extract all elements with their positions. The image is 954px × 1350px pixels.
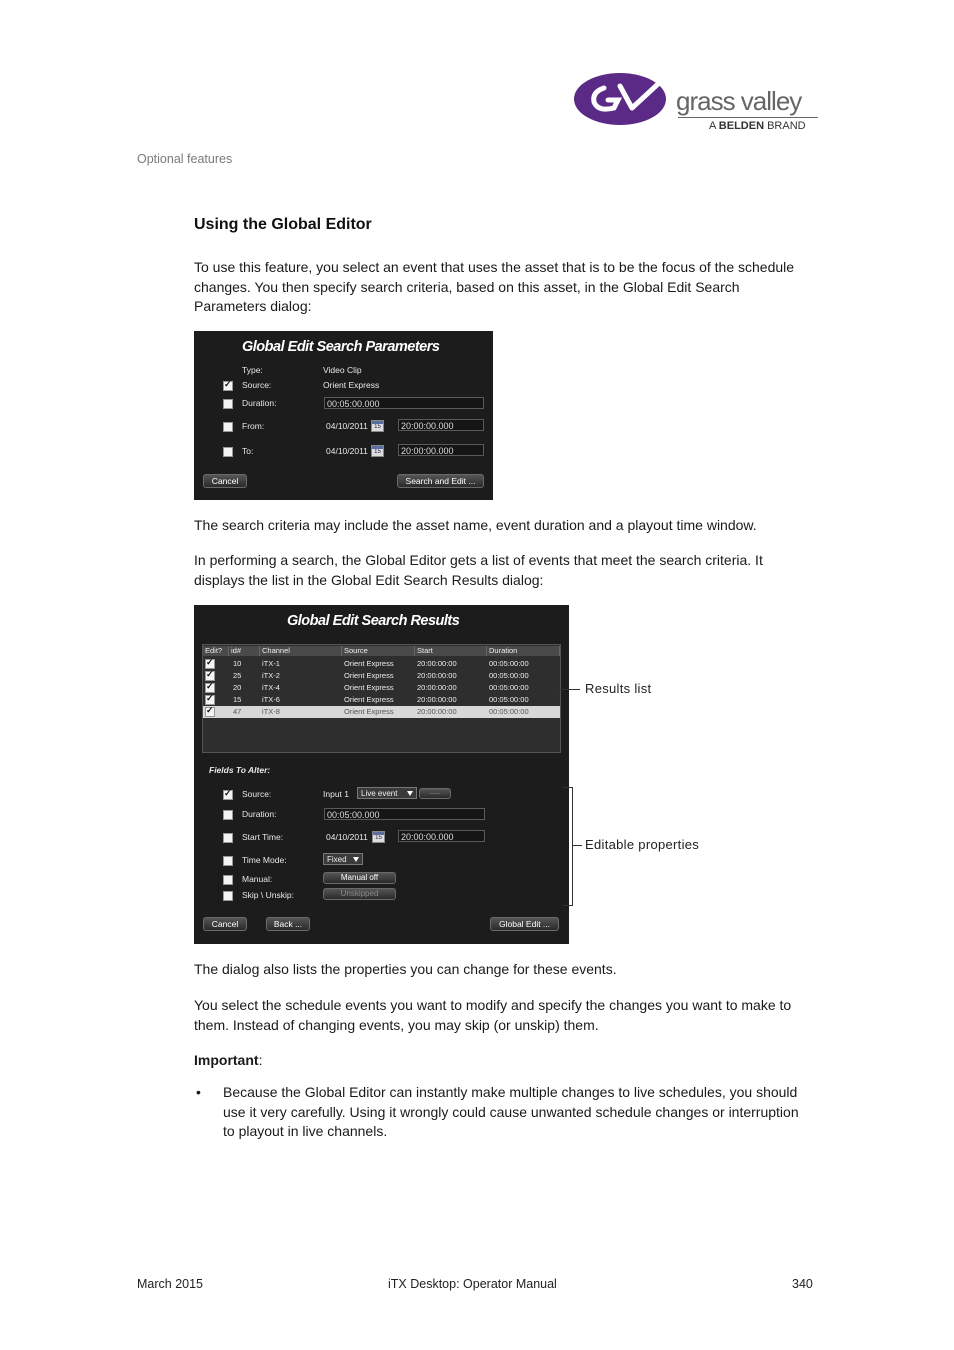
search-and-edit-button[interactable]: Search and Edit ... <box>397 474 484 488</box>
important-label: Important: <box>194 1052 263 1068</box>
paragraph-select: You select the schedule events you want to modify and specify the changes you want to make to them. Instead of changing events, you may skip (or unskip) them. <box>194 997 792 1033</box>
source-checkbox[interactable] <box>223 790 233 800</box>
skip-toggle-button[interactable]: Unskipped <box>323 888 396 900</box>
editable-properties-annotation: Editable properties <box>585 837 700 852</box>
cell-channel: iTX-2 <box>262 671 280 680</box>
to-time-field[interactable]: 20:00:00.000 <box>398 444 484 456</box>
cancel-button[interactable]: Cancel <box>203 917 247 931</box>
results-list-annotation: Results list <box>585 681 652 696</box>
type-label: Type: <box>242 365 263 375</box>
cell-start: 20:00:00:00 <box>417 695 457 704</box>
edit-checkbox[interactable] <box>205 683 215 693</box>
cell-source: Orient Express <box>344 671 394 680</box>
from-checkbox[interactable] <box>223 422 233 432</box>
skip-checkbox[interactable] <box>223 891 233 901</box>
cell-duration: 00:05:00:00 <box>489 695 529 704</box>
calendar-icon[interactable]: 15 <box>372 831 385 843</box>
cell-source: Orient Express <box>344 707 394 716</box>
dialog-title: Global Edit Search Results <box>287 613 460 629</box>
search-results-dialog <box>194 605 569 944</box>
cell-id: 47 <box>233 707 242 716</box>
skip-label: Skip \ Unskip: <box>242 890 294 900</box>
column-header[interactable]: Source <box>342 646 415 656</box>
cell-id: 15 <box>233 695 242 704</box>
edit-checkbox[interactable] <box>205 659 215 669</box>
brand-tagline: A BELDEN BRAND <box>709 120 806 132</box>
from-date[interactable]: 04/10/2011 <box>326 421 368 431</box>
from-time-field[interactable]: 20:00:00.000 <box>398 419 484 431</box>
brand-divider <box>678 117 818 118</box>
cell-source: Orient Express <box>344 659 394 668</box>
editable-bracket <box>563 787 573 906</box>
cell-duration: 00:05:00:00 <box>489 671 529 680</box>
page-heading: Using the Global Editor <box>194 216 372 233</box>
table-row-selected[interactable] <box>203 706 560 718</box>
editable-pointer-line <box>573 845 582 846</box>
to-label: To: <box>242 446 254 456</box>
results-table <box>202 644 561 753</box>
fields-to-alter-label: Fields To Alter: <box>209 765 271 775</box>
source-label: Source: <box>242 380 272 390</box>
table-row[interactable] <box>203 658 560 670</box>
cell-channel: iTX-1 <box>262 659 280 668</box>
duration-field[interactable]: 00:05:00.000 <box>324 397 484 409</box>
source-value: Orient Express <box>323 380 380 390</box>
global-edit-button[interactable]: Global Edit ... <box>490 917 559 931</box>
edit-checkbox[interactable] <box>205 695 215 705</box>
cell-channel: iTX-8 <box>262 707 280 716</box>
results-pointer-line <box>558 689 580 690</box>
footer-page-number: 340 <box>792 1277 813 1291</box>
start-time-field[interactable]: 20:00:00.000 <box>398 830 485 842</box>
cell-channel: iTX-6 <box>262 695 280 704</box>
source-checkbox[interactable] <box>223 381 233 391</box>
cell-id: 20 <box>233 683 242 692</box>
column-header[interactable]: Edit? <box>203 646 229 656</box>
cell-source: Orient Express <box>344 683 394 692</box>
source-label: Source: <box>242 789 272 799</box>
section-label: Optional features <box>137 152 233 166</box>
paragraph-search: In performing a search, the Global Editor gets a list of events that meet the search criteria. It displays the list in the Global Edit Search Results dialog: <box>194 552 763 588</box>
table-row[interactable] <box>203 694 560 706</box>
table-row[interactable] <box>203 682 560 694</box>
time-mode-dropdown[interactable]: Fixed <box>323 853 363 865</box>
start-date[interactable]: 04/10/2011 <box>326 832 368 842</box>
cell-start: 20:00:00:00 <box>417 671 457 680</box>
dialog-title: Global Edit Search Parameters <box>242 339 440 355</box>
type-value: Video Clip <box>323 365 362 375</box>
start-time-label: Start Time: <box>242 832 284 842</box>
cell-duration: 00:05:00:00 <box>489 659 529 668</box>
search-parameters-dialog <box>194 331 493 500</box>
paragraph-properties: The dialog also lists the properties you can change for these events. <box>194 961 617 977</box>
duration-label: Duration: <box>242 398 277 408</box>
chevron-down-icon <box>407 791 413 796</box>
source-browse-button[interactable]: ...... <box>419 788 451 799</box>
cell-channel: iTX-4 <box>262 683 280 692</box>
paragraph-intro: To use this feature, you select an event that uses the asset that is to be the focus of the schedule changes. You then specify search criteria, based on this asset, in the Global Edit Search Parameters dialog: <box>194 259 795 314</box>
table-row[interactable] <box>203 670 560 682</box>
to-date[interactable]: 04/10/2011 <box>326 446 368 456</box>
duration-checkbox[interactable] <box>223 810 233 820</box>
column-header[interactable]: id# <box>229 646 260 656</box>
cell-id: 25 <box>233 671 242 680</box>
source-mode-dropdown[interactable]: Live event <box>357 787 417 799</box>
paragraph-criteria: The search criteria may include the asset name, event duration and a playout time window. <box>194 517 757 533</box>
bullet-icon: • <box>196 1084 201 1100</box>
cell-start: 20:00:00:00 <box>417 683 457 692</box>
duration-checkbox[interactable] <box>223 399 233 409</box>
chevron-down-icon <box>353 857 359 862</box>
column-header[interactable]: Duration <box>487 646 560 656</box>
manual-checkbox[interactable] <box>223 875 233 885</box>
duration-label: Duration: <box>242 809 277 819</box>
calendar-icon[interactable]: 15 <box>371 445 384 457</box>
time-mode-label: Time Mode: <box>242 855 287 865</box>
footer-title: iTX Desktop: Operator Manual <box>388 1277 557 1291</box>
column-header[interactable]: Channel <box>260 646 342 656</box>
bullet-warning: Because the Global Editor can instantly make multiple changes to live schedules, you should use it very carefully. Using it wrongly could cause unwanted schedule changes or interruption to playout in live channels. <box>223 1084 799 1139</box>
start-time-checkbox[interactable] <box>223 833 233 843</box>
cell-duration: 00:05:00:00 <box>489 707 529 716</box>
from-label: From: <box>242 421 265 431</box>
cell-start: 20:00:00:00 <box>417 707 457 716</box>
back-button[interactable]: Back ... <box>266 917 310 931</box>
cell-duration: 00:05:00:00 <box>489 683 529 692</box>
source-input-label: Input 1 <box>323 789 349 799</box>
footer-date: March 2015 <box>137 1277 204 1291</box>
edit-checkbox[interactable] <box>205 707 215 717</box>
column-header[interactable]: Start <box>415 646 487 656</box>
cell-start: 20:00:00:00 <box>417 659 457 668</box>
cell-id: 10 <box>233 659 242 668</box>
brand-name: grass valley <box>676 86 802 116</box>
cell-source: Orient Express <box>344 695 394 704</box>
to-checkbox[interactable] <box>223 447 233 457</box>
manual-label: Manual: <box>242 874 273 884</box>
calendar-icon[interactable]: 15 <box>371 420 384 432</box>
duration-field[interactable]: 00:05:00.000 <box>324 808 485 820</box>
edit-checkbox[interactable] <box>205 671 215 681</box>
time-mode-checkbox[interactable] <box>223 856 233 866</box>
manual-toggle-button[interactable]: Manual off <box>323 872 396 884</box>
cancel-button[interactable]: Cancel <box>203 474 247 488</box>
